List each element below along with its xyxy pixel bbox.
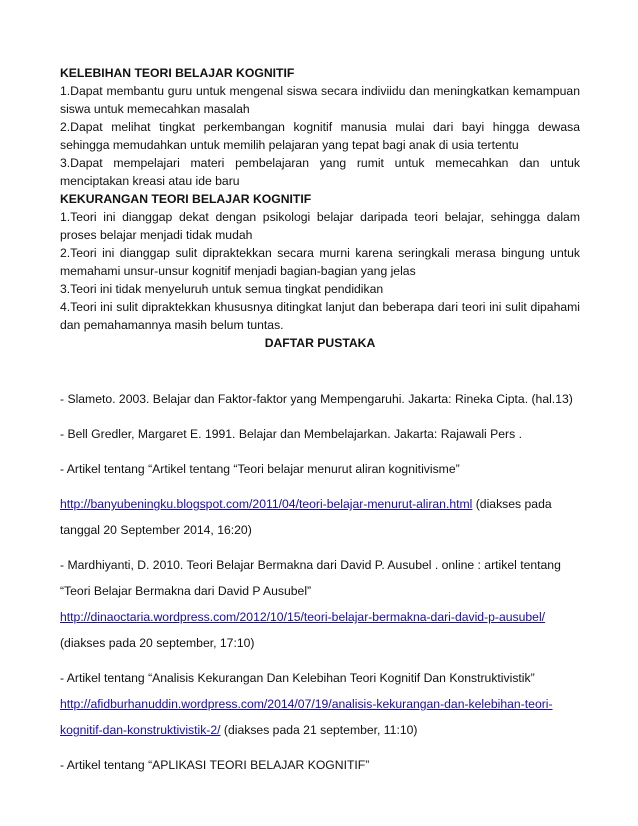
kekurangan-heading: KEKURANGAN TEORI BELAJAR KOGNITIF <box>60 192 312 206</box>
reference-link-dinaoctaria[interactable]: http://dinaoctaria.wordpress.com/2012/10/15/teori-belajar-bermakna-dari-david-p-ausubel/ <box>60 610 546 624</box>
reference-item-4 <box>60 552 580 656</box>
kelebihan-heading: KELEBIHAN TEORI BELAJAR KOGNITIF <box>60 66 295 80</box>
reference-item-3-continued <box>60 491 580 543</box>
daftar-pustaka-title: DAFTAR PUSTAKA <box>264 336 376 350</box>
reference-list <box>60 386 580 787</box>
reference-item-1: - Slameto. 2003. Belajar dan Faktor-faktor yang Mempengaruhi. Jakarta: Rineka Cipta. (hal.13) <box>60 392 573 406</box>
document-body <box>60 64 580 352</box>
reference-item-5 <box>60 665 580 743</box>
kelebihan-item-2: 2.Dapat melihat tingkat perkembangan kognitif manusia mulai dari bayi hingga dewasa sehingga memudahkan untuk memilih pelajaran yang tepat bagi anak di usia tertentu <box>60 120 580 152</box>
reference-link-afidburhanuddin[interactable]: http://afidburhanuddin.wordpress.com/2014/07/19/analisis-kekurangan-dan-kelebihan-teori-kognitif-dan-konstruktivistik-2/ <box>60 697 553 737</box>
kekurangan-item-4: 4.Teori ini sulit dipraktekkan khususnya ditingkat lanjut dan beberapa dari teori ini sulit dipahami dan pemahamannya masih belum tuntas. <box>60 300 580 332</box>
reference-item-3-access: (diakses pada tanggal 20 September 2014, 16:20) <box>60 497 552 537</box>
reference-link-banyubeningku[interactable]: http://banyubeningku.blogspot.com/2011/04/teori-belajar-menurut-aliran.html <box>60 497 473 511</box>
reference-item-2: - Bell Gredler, Margaret E. 1991. Belajar dan Membelajarkan. Jakarta: Rajawali Pers . <box>60 427 522 441</box>
kelebihan-item-1: 1.Dapat membantu guru untuk mengenal siswa secara indiviidu dan meningkatkan kemampuan siswa untuk memecahkan masalah <box>60 84 580 116</box>
kekurangan-item-2: 2.Teori ini dianggap sulit dipraktekkan secara murni karena seringkali merasa bingung untuk memahami unsur-unsur kognitif menjadi bagian-bagian yang jelas <box>60 246 580 278</box>
reference-item-3 <box>60 456 580 482</box>
kelebihan-item-3: 3.Dapat mempelajari materi pembelajaran yang rumit untuk memecahkan dan untuk menciptakan kreasi atau ide baru <box>60 156 580 188</box>
reference-item-3-text: - Artikel tentang “Artikel tentang “Teori belajar menurut aliran kognitivisme” <box>60 462 460 476</box>
reference-item-5-text: - Artikel tentang “Analisis Kekurangan Dan Kelebihan Teori Kognitif Dan Konstruktivistik” <box>60 671 535 685</box>
reference-item-4-access: (diakses pada 20 september, 17:10) <box>60 636 255 650</box>
kekurangan-item-3: 3.Teori ini tidak menyeluruh untuk semua tingkat pendidikan <box>60 282 384 296</box>
reference-item-5-access: (diakses pada 21 september, 11:10) <box>220 723 418 737</box>
reference-item-6: - Artikel tentang “APLIKASI TEORI BELAJAR KOGNITIF” <box>60 758 370 772</box>
kekurangan-item-1: 1.Teori ini dianggap dekat dengan psikologi belajar daripada teori belajar, sehingga dalam proses belajar menjadi tidak mudah <box>60 210 580 242</box>
reference-item-4-text: - Mardhiyanti, D. 2010. Teori Belajar Bermakna dari David P. Ausubel . online : artikel tentang “Teori Belajar Bermakna dari David P Ausubel” <box>60 558 561 598</box>
